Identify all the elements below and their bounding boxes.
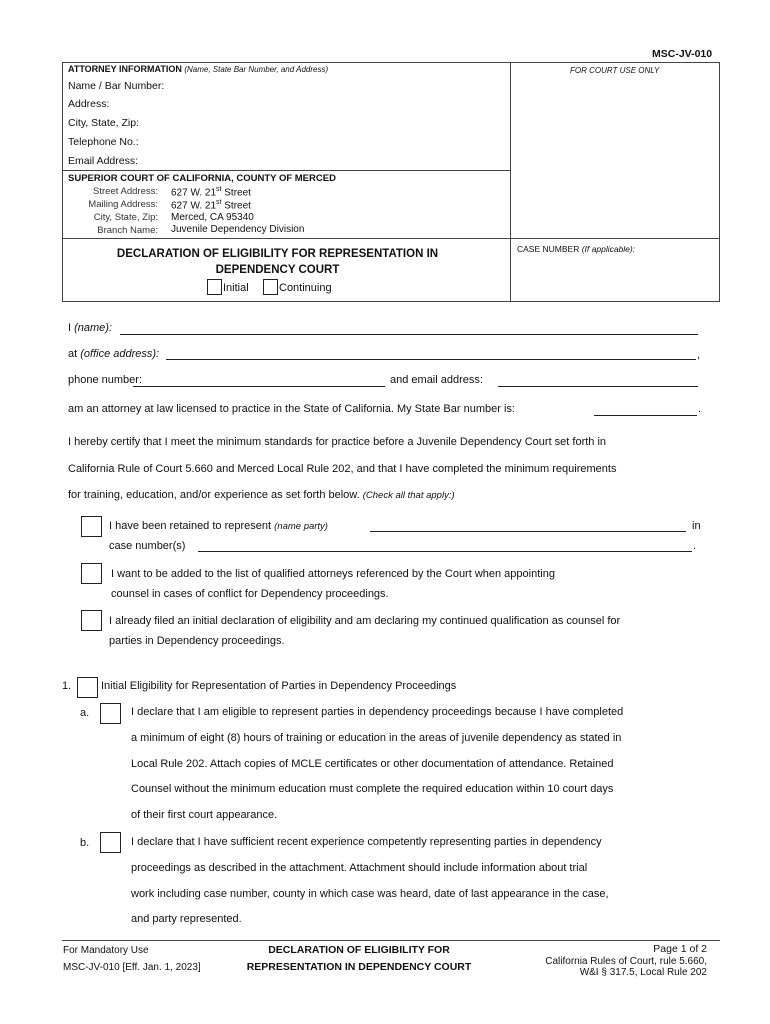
street-address-label: Street Address: <box>93 186 158 197</box>
header-divider <box>62 170 511 171</box>
item-a-text: I declare that I am eligible to represent parties in dependency proceedings because I have completed a minimum of eight (8) hours of training or education in the areas of juvenile dependency as stated in Local Rule 202. Attach copies of MCLE certificates or other documentation of attendance. Retained Counsel without the minimum education must complete the required education within 10 court days of their first court appearance. <box>131 706 624 822</box>
period: . <box>693 540 697 552</box>
section1-checkbox[interactable] <box>77 677 98 698</box>
retained-in: in <box>692 520 701 532</box>
state-bar-number-input[interactable] <box>594 415 697 416</box>
branch-name-value: Juvenile Dependency Division <box>171 224 305 235</box>
footer-left: For Mandatory Use MSC-JV-010 [Eff. Jan. 1, 2023] <box>63 945 201 973</box>
address-field[interactable]: Address: <box>68 98 110 110</box>
certify-line-3: for training, education, and/or experience as set forth below. (Check all that apply:) <box>68 489 455 501</box>
phone-input[interactable] <box>133 386 385 387</box>
attorney-info-hint: (Name, State Bar Number, and Address) <box>184 65 329 74</box>
mailing-address-label: Mailing Address: <box>88 199 158 210</box>
phone-label: phone number: <box>68 374 142 386</box>
already-filed-text: parties in Dependency proceedings. <box>109 635 285 647</box>
case-numbers-input[interactable] <box>198 551 692 552</box>
party-name-input[interactable] <box>370 531 686 532</box>
footer-right: Page 1 of 2 California Rules of Court, rule 5.660, W&I § 317.5, Local Rule 202 <box>500 942 707 978</box>
office-hint: (office address): <box>80 348 160 360</box>
branch-name-label: Branch Name: <box>97 225 158 236</box>
email-input[interactable] <box>498 386 698 387</box>
item-b-label: b. <box>80 837 90 849</box>
email-field[interactable]: Email Address: <box>68 155 139 167</box>
attorney-info-title: ATTORNEY INFORMATION (Name, State Bar Number, and Address) <box>68 64 329 74</box>
office-address-input[interactable] <box>166 359 696 360</box>
comma: , <box>697 349 701 361</box>
retained-checkbox[interactable] <box>81 516 102 537</box>
continuing-checkbox[interactable] <box>263 279 278 295</box>
certify-line-2: California Rule of Court 5.660 and Merced Local Rule 202, and that I have completed the minimum requirements <box>68 463 617 475</box>
court-name: SUPERIOR COURT OF CALIFORNIA, COUNTY OF MERCED <box>68 173 336 184</box>
section1-title: Initial Eligibility for Representation of Parties in Dependency Proceedings <box>101 680 457 692</box>
name-bar-number-field[interactable]: Name / Bar Number: <box>68 80 165 92</box>
court-use-only-label: FOR COURT USE ONLY <box>570 66 660 75</box>
already-filed-checkbox[interactable] <box>81 610 102 631</box>
name-line: I (name): <box>68 322 113 334</box>
mailing-address-value: 627 W. 21st Street <box>171 199 251 212</box>
item-a-label: a. <box>80 707 90 719</box>
initial-label: Initial <box>223 282 249 294</box>
case-number-hint: (If applicable): <box>581 244 636 254</box>
telephone-field[interactable]: Telephone No.: <box>68 136 139 148</box>
initial-checkbox[interactable] <box>207 279 222 295</box>
footer-divider <box>62 940 720 941</box>
header-divider <box>510 62 511 302</box>
continuing-label: Continuing <box>279 282 332 294</box>
add-to-list-text: I want to be added to the list of qualified attorneys referenced by the Court when appointing <box>111 568 555 580</box>
item-b-text: I declare that I have sufficient recent experience competently representing parties in dependency proceedings as described in the attachment. Attachment should include information about trial work including case number, county in which case was heard, date of last appearance in the case, and party represented. <box>131 836 609 926</box>
state-bar-text: am an attorney at law licensed to practice in the State of California. My State Bar number is: <box>68 403 515 415</box>
already-filed-text: I already filed an initial declaration of eligibility and am declaring my continued qualification as counsel for <box>109 615 621 627</box>
item-a-checkbox[interactable] <box>100 703 121 724</box>
certify-line-1: I hereby certify that I meet the minimum standards for practice before a Juvenile Dependency Court set forth in <box>68 436 607 448</box>
section-number: 1. <box>62 680 72 692</box>
item-b-checkbox[interactable] <box>100 832 121 853</box>
name-party-hint: (name party) <box>274 521 328 532</box>
city-state-zip-field[interactable]: City, State, Zip: <box>68 117 139 129</box>
case-number-label: CASE NUMBER (If applicable): <box>517 244 636 254</box>
email-label: and email address: <box>390 374 483 386</box>
check-all-hint: (Check all that apply:) <box>362 490 455 501</box>
footer-title: DECLARATION OF ELIGIBILITY FOR REPRESENTATION IN DEPENDENCY COURT <box>246 944 472 973</box>
header-divider <box>62 238 720 239</box>
city-state-zip-value: Merced, CA 95340 <box>171 212 254 223</box>
period: . <box>698 403 702 415</box>
form-number: MSC-JV-010 <box>652 48 713 60</box>
office-line: at (office address): <box>68 348 160 360</box>
case-numbers-label: case number(s) <box>109 540 186 552</box>
add-to-list-checkbox[interactable] <box>81 563 102 584</box>
add-to-list-text: counsel in cases of conflict for Dependency proceedings. <box>111 588 389 600</box>
retained-text: I have been retained to represent (name party) <box>109 520 328 532</box>
city-state-zip-label: City, State, Zip: <box>93 212 158 223</box>
page-number: Page 1 of 2 <box>653 943 707 955</box>
declaration-title: DECLARATION OF ELIGIBILITY FOR REPRESENTATION IN DEPENDENCY COURT <box>116 248 439 276</box>
name-input[interactable] <box>120 334 698 335</box>
name-hint: (name): <box>74 322 113 334</box>
street-address-value: 627 W. 21st Street <box>171 186 251 199</box>
